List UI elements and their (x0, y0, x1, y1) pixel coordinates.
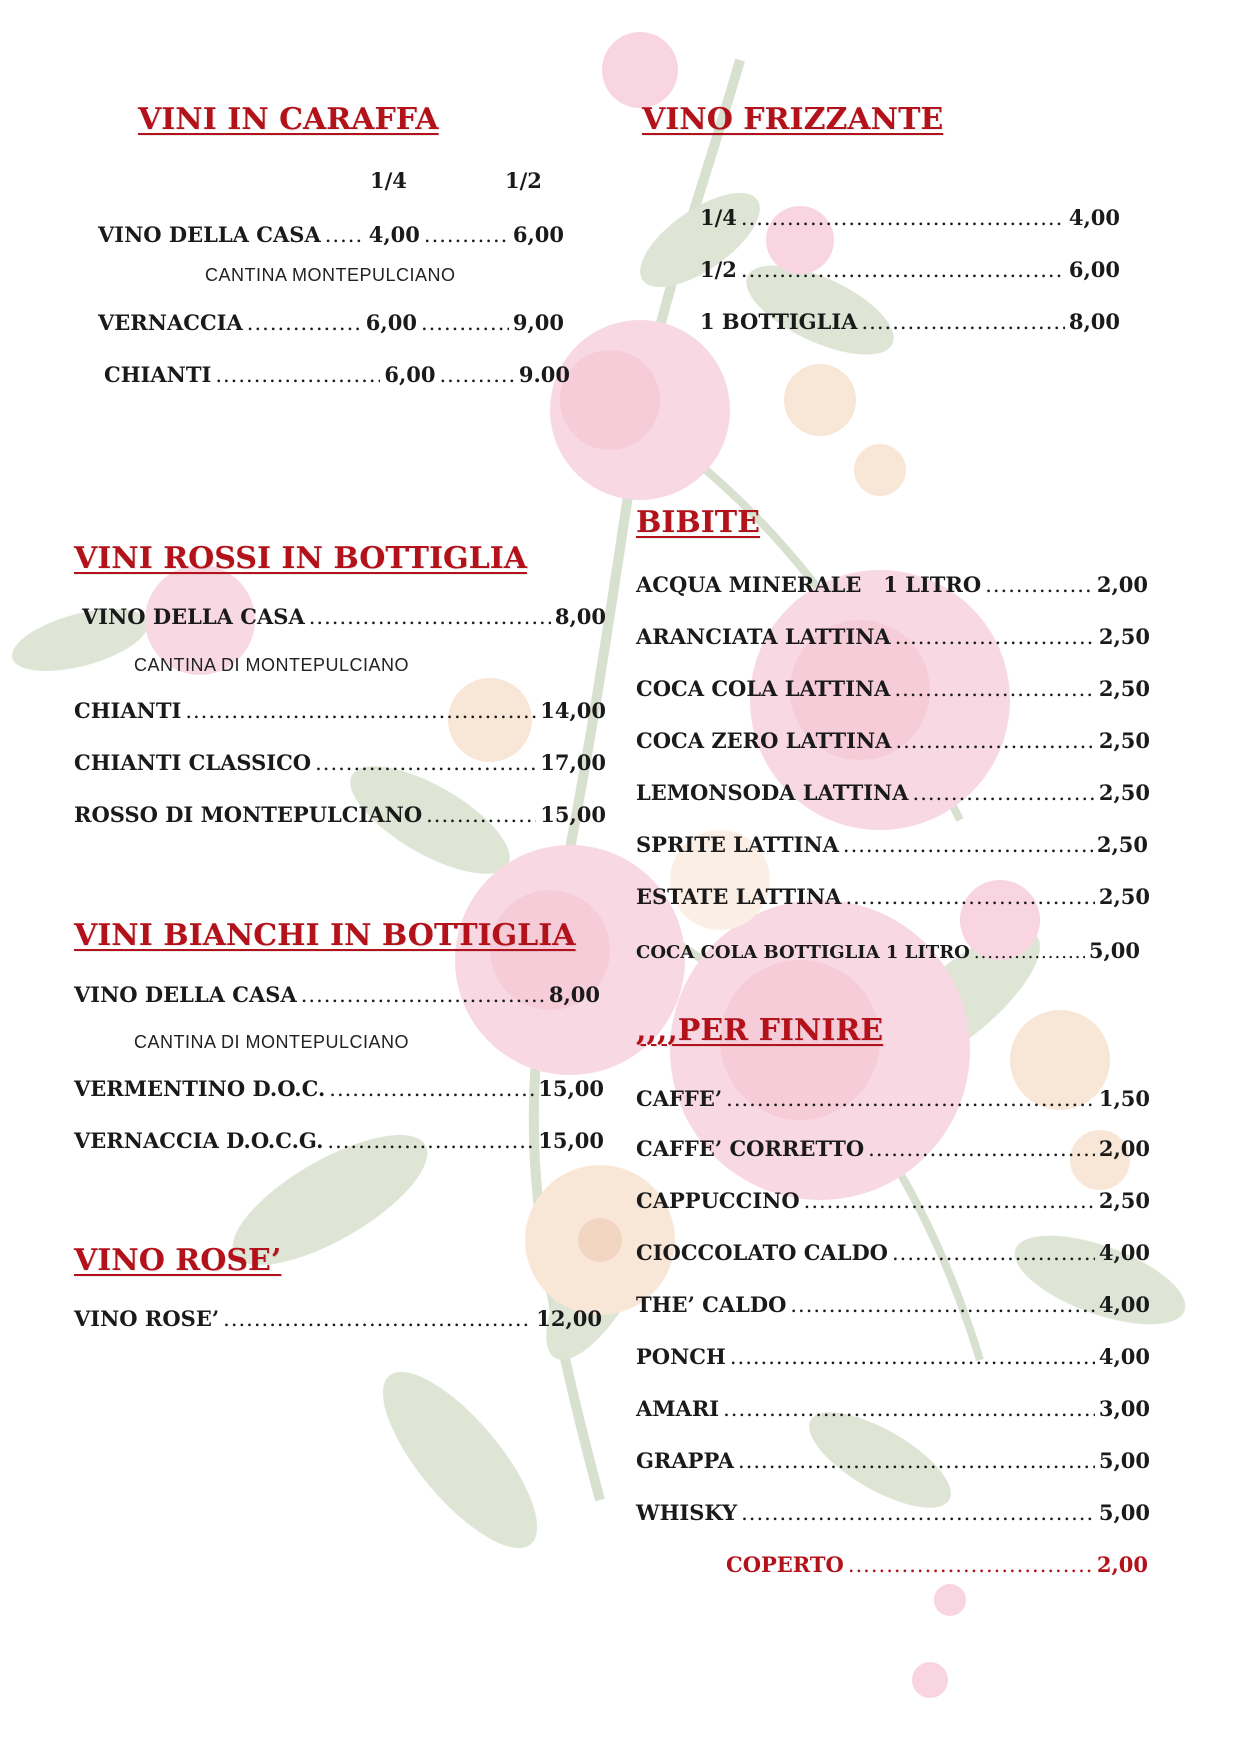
menu-item-row: VERMENTINO D.O.C. ..... 15,00 (74, 1076, 604, 1101)
menu-item-row: CIOCCOLATO CALDO ..... 4,00 (636, 1240, 1150, 1265)
item-price-quarter: 4,00 (368, 222, 420, 247)
bianchi-cantina-note: CANTINA DI MONTEPULCIANO (134, 1032, 410, 1052)
caraffa-col-half: 1/2 (505, 168, 542, 193)
menu-item-row: CAPPUCCINO ..... 2,50 (636, 1188, 1150, 1213)
menu-item-row: LEMONSODA LATTINA ..... 2,50 (636, 780, 1150, 805)
menu-item-row: VERNACCIA D.O.C.G. ..... 15,00 (74, 1128, 604, 1153)
menu-item-row: 1/2 ..... 6,00 (700, 257, 1120, 282)
menu-item-row: CAFFE’ CORRETTO ..... 2,00 (636, 1136, 1150, 1161)
item-name: VERNACCIA (98, 310, 243, 335)
menu-item-row: PONCH ..... 4,00 (636, 1344, 1150, 1369)
section-title-finire: ,,,,PER FINIRE (636, 1013, 884, 1048)
section-title-bibite: BIBITE (636, 505, 760, 540)
menu-item-row: VINO ROSE’ ..... 12,00 (74, 1306, 602, 1331)
section-title-bianchi: VINI BIANCHI IN BOTTIGLIA (74, 918, 576, 953)
caraffa-row (98, 222, 564, 247)
menu-item-row: COCA COLA LATTINA ..... 2,50 (636, 676, 1150, 701)
menu-item-row: THE’ CALDO ..... 4,00 (636, 1292, 1150, 1317)
menu-item-row: CHIANTI ..... 14,00 (74, 698, 606, 723)
menu-item-row: ROSSO DI MONTEPULCIANO ..... 15,00 (74, 802, 606, 827)
item-price-quarter: 6,00 (384, 362, 436, 387)
coperto-row: COPERTO ..... 2,00 (726, 1552, 1148, 1577)
menu-item-row: VINO DELLA CASA ..... 8,00 (74, 982, 600, 1007)
menu-item-row: ESTATE LATTINA ..... 2,50 (636, 884, 1150, 909)
item-price-half: 6,00 (512, 222, 564, 247)
menu-item-row: ACQUA MINERALE 1 LITRO ..... 2,00 (636, 572, 1148, 597)
section-title-caraffa: VINI IN CARAFFA (138, 102, 439, 137)
menu-item-row: CHIANTI CLASSICO ..... 17,00 (74, 750, 606, 775)
item-price-half: 9,00 (512, 310, 564, 335)
menu-item-row: WHISKY ..... 5,00 (636, 1500, 1150, 1525)
caraffa-row (98, 310, 564, 335)
menu-item-row: 1/4 ..... 4,00 (700, 205, 1120, 230)
menu-item-row: COCA COLA BOTTIGLIA 1 LITRO ..... 5,00 (636, 938, 1140, 963)
caraffa-col-quarter: 1/4 (370, 168, 407, 193)
menu-item-row: CAFFE’ ..... 1,50 (636, 1086, 1150, 1111)
menu-item-row: AMARI ..... 3,00 (636, 1396, 1150, 1421)
menu-item-row: SPRITE LATTINA ..... 2,50 (636, 832, 1148, 857)
menu-item-row: 1 BOTTIGLIA ..... 8,00 (700, 309, 1120, 334)
section-title-rossi: VINI ROSSI IN BOTTIGLIA (74, 541, 528, 576)
menu-item-row: GRAPPA ..... 5,00 (636, 1448, 1150, 1473)
rossi-cantina-note: CANTINA DI MONTEPULCIANO (134, 655, 410, 675)
caraffa-row (104, 362, 570, 387)
menu-item-row: ARANCIATA LATTINA ..... 2,50 (636, 624, 1150, 649)
section-title-frizzante: VINO FRIZZANTE (642, 102, 944, 137)
item-name: VINO DELLA CASA (98, 222, 321, 247)
item-price-half: 9.00 (518, 362, 570, 387)
item-name: CHIANTI (104, 362, 212, 387)
menu-item-row: VINO DELLA CASA ..... 8,00 (82, 604, 606, 629)
section-title-rose: VINO ROSE’ (74, 1243, 282, 1278)
item-price-quarter: 6,00 (365, 310, 417, 335)
caraffa-cantina-note: CANTINA MONTEPULCIANO (205, 265, 456, 285)
menu-item-row: COCA ZERO LATTINA ..... 2,50 (636, 728, 1150, 753)
